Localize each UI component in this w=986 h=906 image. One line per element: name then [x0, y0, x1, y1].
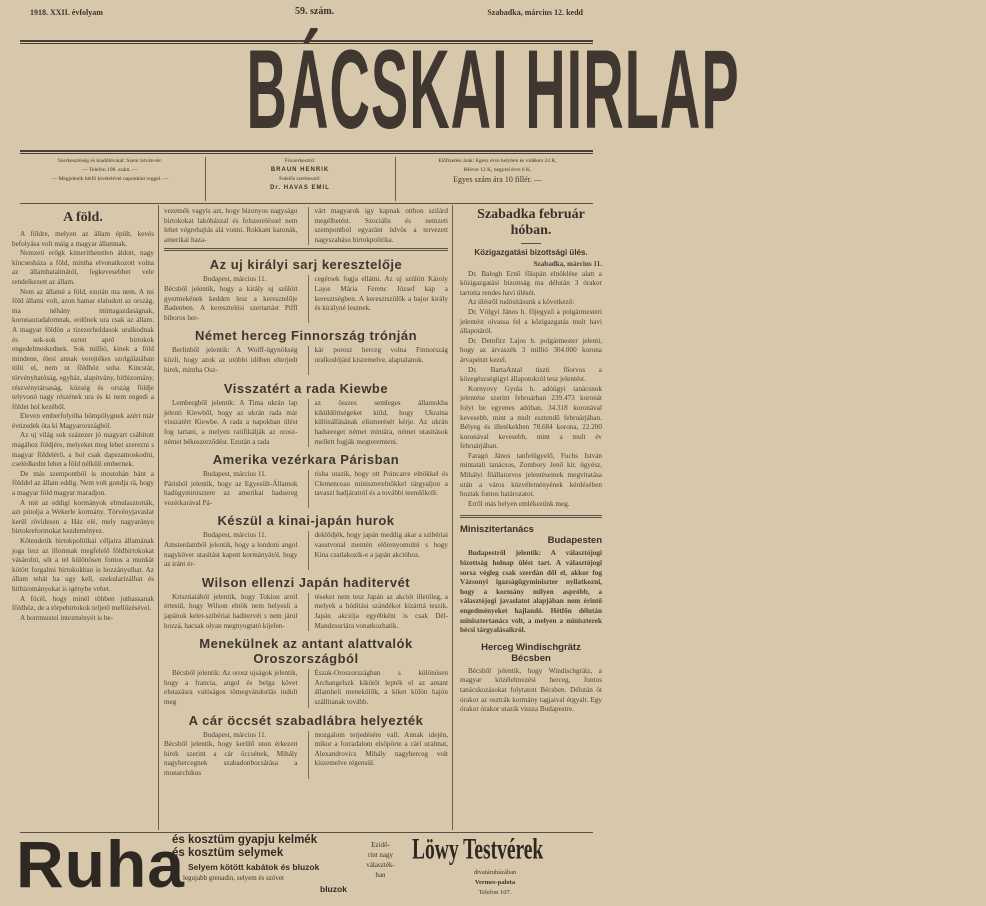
news-text: Bécsből jelentik: Az orosz ujságok jelentik, hogy a francia, angol és belga követ elutazásra valóságos tömegvándorlás indult meg	[164, 669, 298, 706]
paragraph: Az uj világ sok százezer jó magyart csábitott magához földjére, melyeket meg lehet szerezni s magyar földelérő, a hol csak dapszamoskodni, cselédkedni lehet a föld nélküli embernek.	[12, 431, 154, 469]
news-text: Berlinből jelentik: A Wolff-ügynökség közli, hogy azok az utóbbi időben elterjedt hirek, mintha Osz-	[164, 346, 298, 374]
news-text: Krisztiaiából jelentik, hogy Tokion arról értesül, hogy Wilson elnök nem helyesli a japánok kelet-szibériai haditervét s nem járul hozzá, hacsak olyan megnyugtató kijelen-	[164, 592, 298, 630]
paragraph: Eleven emberfolyóba hömpölygnek azért már évtizedek óta ki Magyarországból.	[12, 412, 154, 430]
ad-line: választék-	[366, 861, 395, 869]
paragraph: A mit az eddigi kormányok elmulasztották, azt pótolja a Wekerle kormány. Törvényjavaslat kerül rövidesen a Ház elé, mely nagyarányu birtokreformokat kezdeményez.	[12, 498, 154, 536]
masthead-bottom-rule	[20, 150, 593, 154]
column-divider	[452, 205, 453, 830]
paragraph: Nemzeti erőgk kimerithetetlen áldott, nagy kincsesháza a föld, mintha elvonatkozott volna az államhatalmától, legkevesebbet vele rendelkezett az állam.	[12, 249, 154, 286]
article-title: Herceg Windischgrätz	[481, 641, 581, 653]
subscription-price: Előfizetési árak: Egész évre helyben és vidéken 24 K,	[438, 158, 557, 164]
news-item	[164, 257, 448, 323]
news-column	[164, 207, 448, 832]
advertisement	[0, 827, 613, 906]
news-text: Bécsből jelentik, hogy a király uj szülött gyermekének kedden lesz a keresztelője Badenben. A keresztelési szertartást Piffl bíboros her-	[164, 284, 298, 322]
issue-number: 59. szám.	[295, 6, 335, 17]
header-rule	[20, 203, 593, 204]
paragraph: Dr. Demfirz Lajos h. polgármester jelenti, hogy az árvaszék 3 millió 304.000 korona árvapénzt kezel.	[460, 336, 602, 364]
news-headline: Amerika vezérkara Párisban	[212, 452, 400, 468]
section-rule	[164, 248, 448, 251]
paragraph: Kornyovy Gyula h. adóügyi tanácsnok jelentése szerint februárban 239.473 koronát folyt be egyenes adóban, 34.318 koronával kevesebb, mint a mult esztendő februárjában. Bélyeg és illetékekben 78.684 korona, 22.200 koronával kevesebb, mint a mult év februárjában.	[460, 384, 602, 451]
office-address: Szerkesztőség és kiadóhivatal: Szent István-tér.	[57, 158, 163, 164]
separator	[521, 243, 541, 244]
store-phone: Telefon 107.	[478, 889, 512, 896]
article-title: Szabadka február hóban.	[477, 207, 585, 238]
paragraph: Budapestről jelentik: A választójogi bizottság holnap ülést tart. A választójogi sorsa végleg csak szerdán dől el, akkor fog Vázsonyi igazságügyminiszter nyilatkozni, hogy a kormány milyen aspróbb, a választójogi javaslatot alapjában nem érintő engedményeket hajlandó. Hétfőn délután minisztertanács volt, a melyen a miniszterek bécsi tárgyalásaikról.	[460, 549, 602, 635]
single-copy-price: Egyes szám ára 10 fillér. —	[453, 175, 542, 184]
news-item	[164, 575, 448, 631]
editor-name: BRAUN HENRIK	[270, 167, 330, 173]
dateline: Budapest, március 11.	[202, 531, 267, 540]
news-text: Észak-Oroszországban s különösen Archangelszk kikötőt lepték el az antant államheli menekülők, a kiket külön hajón szállitanak tovább.	[308, 669, 449, 707]
local-news-column	[460, 207, 602, 832]
news-item	[164, 328, 448, 375]
article-continuation	[164, 207, 448, 245]
ad-brand	[412, 832, 612, 866]
article-title: A föld.	[63, 210, 103, 225]
news-item	[164, 381, 448, 447]
dateline: Budapest, március 11.	[202, 470, 267, 479]
paragraph: Dr. Völgyi János h. főjegyző a polgármesteri jelentést olvassa fel a közigazgatás mult havi állapotáról.	[460, 307, 602, 336]
news-text: Bécsből jelentik, hogy kerülő uton érkezett hirek szerint a cár öccsének, Mihály nagyhercegnek szabadonbocsátása a monarchikus	[164, 740, 298, 777]
column-divider	[158, 205, 159, 830]
ad-line: Ezidő-	[371, 841, 390, 849]
news-item	[164, 452, 448, 508]
ad-line: rint nagy	[367, 851, 394, 859]
paragraph: Bécsből jelentik, hogy Windischgrätz, a magyar közélelmezési herceg, fontos tanácskozásokat folytatott Bécsben. Délután öt órakor az osztrák kormány tagjaival érgyalt. Egy órakor órakor utazik vissza Budapestre.	[460, 666, 602, 714]
store-label: divatáruházában	[473, 869, 517, 876]
article-title: Miniszitertanács	[460, 524, 534, 536]
office-info	[20, 157, 200, 203]
ad-line: és kosztüm selymek	[172, 847, 284, 859]
ad-line: ban	[375, 871, 386, 879]
news-text: Párisból jelentik, hogy az Egyesült-Államok hadügyminisztere az amerikai hadsereg vezérkarával Pá-	[164, 479, 298, 507]
article-title: Budapesten	[547, 535, 602, 547]
news-headline: Wilson ellenzi Japán haditervét	[201, 574, 411, 590]
paragraph: A hontmustei intezményét is be-	[20, 613, 114, 622]
ad-line: legujabb grenadin, selyem és szövet	[183, 874, 284, 882]
news-text: mozgalom terjedésére vall. Annak idején, mikor a forradalom elsöpörte a cári uralmat, Alexandrovics Mihály nagyherceg volt kiszemelve régensül.	[308, 731, 449, 779]
subscription-price-2: félévre 12 K, negyed évre 6 K.	[463, 167, 532, 173]
paragraph: A föcél, hogy minél többen juthassanak földhöz, de a törpebirtokok teljető mellőzésével.	[12, 594, 154, 613]
ad-headline: Ruha	[16, 827, 185, 901]
volume-label: 1918. XXII. évfolyam	[30, 8, 103, 17]
article-title: Bécsben	[511, 652, 551, 664]
news-item	[164, 513, 448, 569]
office-phone: — Telefon 108. szám. —	[82, 167, 138, 173]
article-subtitle: Közigazgatási bizottsági ülés.	[474, 248, 588, 257]
brand-name: Löwy Testvérek	[412, 832, 544, 866]
price-info	[400, 157, 595, 203]
issue-date: Szabadka, március 12. kedd	[487, 8, 583, 17]
paragraph: Erről más helyen emlékezünk meg.	[468, 499, 570, 508]
news-item	[164, 636, 448, 707]
newspaper-title: BÁCSKAI HIRLAP	[246, 27, 740, 152]
masthead	[0, 27, 740, 154]
news-text: téseket nem tesz Japán az akciót illetőleg, a melyek a hódítási szándékot kizárttá teszik. Japán akciója egyébként is csak Dél-Mandzsuriára vonatkozhatik.	[308, 593, 449, 631]
coeditor-label: Felelős szerkesztő:	[279, 176, 321, 182]
news-headline: Menekülnek az antant alattvalók Oroszországból	[199, 636, 413, 667]
news-item	[164, 713, 448, 779]
news-text: risba utazik, hogy ott Poincarre elnökkel és Clemenceau miniszterelnökkel tárgyaljon a tavaszi hadjáratról és a további teendőkről.	[308, 470, 449, 508]
paragraph: Dr. BartaAntal tiszti főorvos a közegészségügyi állapotokról tesz jelentést.	[460, 365, 602, 384]
ad-line: Selyem kötött kabátok és bluzok	[188, 862, 320, 872]
dateline: Budapest, március 11.	[202, 275, 267, 284]
news-headline: Visszatért a rada Kiewbe	[223, 381, 389, 397]
article-a-fold	[12, 210, 154, 832]
news-text: Amsterdamból jelentik, hogy a londoni angol nagykövet utasitást kapott kormányától, hogy az iránt ér-	[164, 541, 298, 569]
ad-line: és kosztüm gyapju kelmék	[172, 834, 318, 846]
news-headline: Az uj királyi sarj keresztelője	[209, 257, 403, 273]
store-address: Vermes-palota	[474, 879, 516, 886]
news-headline: Német herceg Finnország trónján	[194, 328, 418, 344]
news-text: cegérsek fogja ellátni. Az uj szülött Károly Lajos Mária Ferenc József kap a keresztségben. A keresztszülők a bajor király és királyné lesznek.	[308, 275, 449, 323]
paragraph: Faragó János tanfelügyelő, Fuchs István mintatali tanácsos, Zombory Jenő kir. ügyész, Mihályi főállatorvos jelentéseinek megvitatása után a város közvéleményének kérdésében hoztak fontos határozatot.	[460, 451, 602, 499]
ad-line: bluzok	[320, 884, 347, 894]
publication-note: — Megjelenik hétfő kivételével naponkint reggel. —	[51, 176, 169, 182]
divider	[395, 157, 396, 201]
paragraph: Kötendetik birtokpolitikai céljaira államának joga lesz az illomnak megfelelő földbirtokokat vásárolni, sőt a tel különösen fontos a munkát kötött forgalmi birtokokban is hozzányulhat. Az állam tehát ha ugy kell, szekularizálhat és hitbizományokat is igénybe vehet.	[12, 537, 154, 593]
news-text: az összes semleges államokba kiküldöttségeket küld, hogy Ukraina különállásának elismerését kérje. Az ukrán hadsereget német mintára, német utasitások mellett fogják megteremteni.	[308, 399, 449, 447]
coeditor-name: Dr. HAVAS EMIL	[270, 185, 330, 191]
paragraph: vezetnék vagyis azt, hogy bizonyos nagyságu birtokokat lakóházzal és felszereléssel nem lehet végrehajtás alá vonni. Rokkant katonák, amerikai haza-	[164, 207, 298, 244]
paragraph: Az ülésről tudósításunk a következő:	[468, 298, 575, 307]
editor-label: Főszerkesztő:	[284, 158, 316, 164]
divider	[205, 157, 206, 201]
news-headline: A cár öccsét szabadlábra helyezték	[188, 712, 424, 728]
news-text: Lembergből jelentik: A Tima ukrán lap jelenti Kiewből, hogy az ukrán rada már visszatért Kiewbe. A rada a napokban ülést fog tartani, a melyen ratifikálják az orosz-német békeszerződést. Ezután a rada	[164, 399, 298, 446]
news-text: kár porosz herceg volna Finnország uralkodójául kiszemelve, alaptalanok.	[308, 346, 449, 375]
paragraph: várt magyarok igy kapnak otthon szilárd megélhetést. Szociális és nemzeti szempontból egyaránt üdvös a tervezett nagyszabásu birtokpolitika.	[308, 207, 449, 245]
section-rule	[460, 515, 602, 518]
editor-info	[210, 157, 390, 203]
paragraph: Nem az államé a föld, ezután ma nem. A mi föld állami volt, azon hamar elaludott az ország, ma néhány mintagazdaságnak, koronauradalomnak, erdőnek ura csak az állam. A magyar földön a tizezerholdasok uralkodnak és sok-sok ezren apró birtokok engedelmeskednek. Sok millió, kinek a föld mindene, élesi annak verejtékes szolgálatában tölti el, nem ut földhöz soha. Kincstár, törvényhatóság, egyház, alapitvány, hitbizomány, részvénytársaság, község és ország földje telyvonó nagy részének ura és ki nem engedi a földet hol kezéből.	[12, 287, 154, 411]
paragraph: Dr. Balogh Ernő főispán elnöklése alatt a közigazgatási bizottság ma délután 3 órakor tartotta rendes havi ülését.	[460, 269, 602, 297]
paragraph: De más szempontból is mostohán bánt a földdel az állam eddig. Nem volt gondja rá, hogy a magyar föld magyar maradjon.	[12, 469, 154, 498]
news-text: deklődjék, hogy japán meddig akar a szibériai vasutvonal mentén előrenyomulni s hogy Kina csatlakozik-e a japán akcióhoz.	[308, 531, 449, 569]
news-headline: Készül a kinai-japán hurok	[217, 513, 395, 529]
paragraph: A földre, melyen az állam épült, kevés befolyása volt máig a magyar államnak.	[12, 230, 154, 248]
dateline: Budapest, március 11.	[202, 730, 267, 739]
dateline: Szabadka, március 11.	[533, 260, 602, 268]
